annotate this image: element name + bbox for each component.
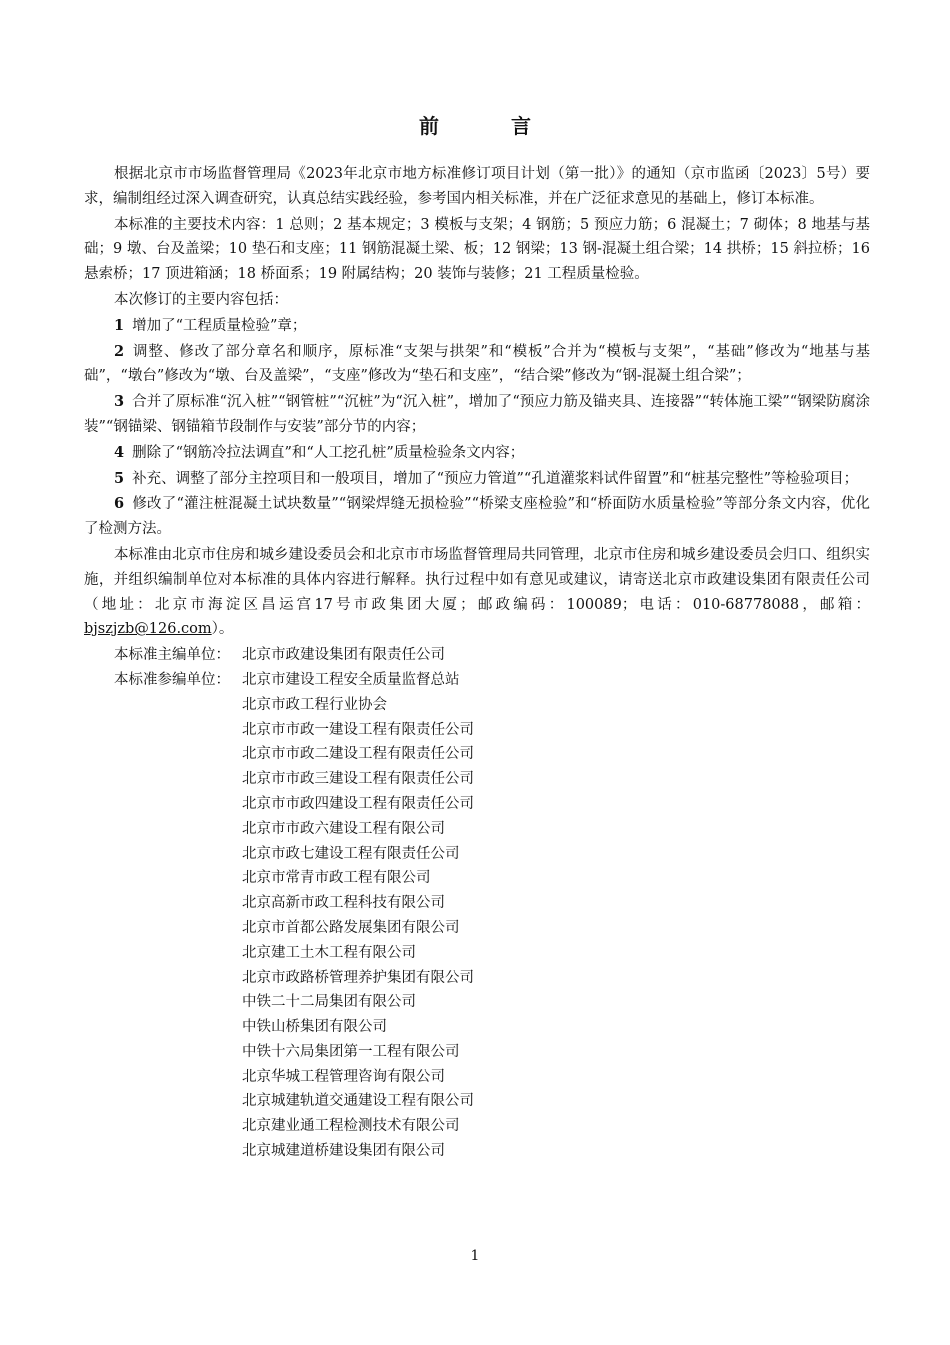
management-text: 本标准由北京市住房和城乡建设委员会和北京市市场监督管理局共同管理，北京市住房和城乡建设委员会归口、组织实施，并组织编制单位对本标准的具体内容进行解释。执行过程中如有意见或建议，请寄送北京市政建设集团有限责任公司（地址：北京市海淀区昌运宫17号市政集团大厦；邮政编码：100089；电话：010-68778088，邮箱： [84, 546, 870, 613]
label-spacer [84, 866, 242, 891]
participating-unit-name: 中铁十六局集团第一工程有限公司 [242, 1043, 460, 1060]
revision-text: 调整、修改了部分章名和顺序，原标准“支架与拱架”和“模板”合并为“模板与支架”，“基础”修改为“地基与基础”，“墩台”修改为“墩、台及盖梁”，“支座”修改为“垫石和支座”，“结合梁”修改为“钢-混凝土组合梁”； [84, 343, 870, 385]
participating-unit-name: 北京华城工程管理咨询有限公司 [242, 1068, 445, 1085]
participating-unit-name: 北京市首都公路发展集团有限公司 [242, 919, 460, 936]
participating-unit-row [84, 817, 870, 842]
page-title: 前 言 [419, 114, 557, 138]
participating-unit-name: 北京高新市政工程科技有限公司 [242, 895, 445, 912]
label-spacer [84, 966, 242, 991]
participating-unit-label: 本标准参编单位： [114, 671, 230, 688]
technical-content-paragraph: 本标准的主要技术内容：1 总则；2 基本规定；3 模板与支架；4 钢筋；5 预应力筋；6 混凝土；7 砌体；8 地基与基础；9 墩、台及盖梁；10 垫石和支座；11 钢筋混凝土梁、板；12 钢梁；13 钢-混凝土组合梁；14 拱桥；15 斜拉桥；16 悬索桥；17 顶进箱涵；18 桥面系；19 附属结构；20 装饰与装修；21 工程质量检验。 [84, 216, 870, 283]
participating-unit-row [84, 693, 870, 718]
document-body [84, 162, 870, 1164]
participating-unit-name: 北京市市政四建设工程有限责任公司 [242, 795, 474, 812]
label-spacer [84, 1065, 242, 1090]
participating-unit-name: 北京市市政一建设工程有限责任公司 [242, 721, 474, 738]
chief-unit-label: 本标准主编单位： [114, 647, 230, 664]
revision-number: 3 [114, 393, 125, 411]
participating-unit-row [84, 842, 870, 867]
revision-text: 删除了“钢筋冷拉法调直”和“人工挖孔桩”质量检验条文内容； [132, 444, 525, 461]
participating-unit-name: 中铁二十二局集团有限公司 [242, 994, 416, 1011]
label-spacer [84, 1114, 242, 1139]
units-section [84, 643, 870, 1164]
label-spacer [84, 742, 242, 767]
participating-unit-name: 北京建业通工程检测技术有限公司 [242, 1118, 460, 1135]
participating-unit-row [84, 718, 870, 743]
participating-unit-row [84, 1089, 870, 1114]
participating-unit-row [84, 1114, 870, 1139]
email-link[interactable]: bjszjzb@126.com [84, 621, 212, 638]
participating-unit-name: 北京市政路桥管理养护集团有限公司 [242, 969, 474, 986]
revision-number: 1 [114, 316, 125, 334]
participating-units-list [84, 668, 870, 1164]
label-spacer [84, 693, 242, 718]
label-spacer [84, 792, 242, 817]
revision-item [84, 467, 870, 492]
participating-unit-row [84, 941, 870, 966]
participating-unit-name: 北京城建轨道交通建设工程有限公司 [242, 1093, 474, 1110]
chief-unit-row [84, 643, 870, 668]
revision-item [84, 441, 870, 466]
participating-unit-row [84, 1015, 870, 1040]
participating-unit-row [84, 1040, 870, 1065]
revision-text: 修改了“灌注桩混凝土试块数量”“钢梁焊缝无损检验”“桥梁支座检验”和“桥面防水质量检验”等部分条文内容，优化了检测方法。 [84, 496, 870, 538]
revision-text: 补充、调整了部分主控项目和一般项目，增加了“预应力管道”“孔道灌浆料试件留置”和“桩基完整性”等检验项目； [132, 470, 859, 487]
label-spacer [84, 1015, 242, 1040]
revision-intro-paragraph: 本次修订的主要内容包括： [114, 291, 288, 308]
participating-unit-row [84, 668, 870, 693]
label-spacer [84, 891, 242, 916]
participating-unit-name: 北京市政七建设工程有限责任公司 [242, 845, 460, 862]
label-spacer [84, 941, 242, 966]
participating-unit-name: 北京市常青市政工程有限公司 [242, 870, 431, 887]
participating-unit-name: 北京市建设工程安全质量监督总站 [242, 671, 460, 688]
revision-item [84, 492, 870, 542]
revision-item [84, 314, 870, 339]
participating-unit-row [84, 990, 870, 1015]
participating-unit-name: 北京城建道桥建设集团有限公司 [242, 1143, 445, 1160]
revision-item [84, 340, 870, 390]
label-spacer [84, 1040, 242, 1065]
label-spacer [84, 1089, 242, 1114]
participating-unit-name: 北京市政工程行业协会 [242, 696, 387, 713]
participating-unit-row [84, 792, 870, 817]
participating-unit-row [84, 742, 870, 767]
participating-unit-row [84, 767, 870, 792]
label-spacer [84, 990, 242, 1015]
participating-unit-name: 北京市市政六建设工程有限公司 [242, 820, 445, 837]
label-spacer [84, 1139, 242, 1164]
label-spacer [84, 767, 242, 792]
participating-unit-row [84, 1065, 870, 1090]
label-spacer [84, 718, 242, 743]
participating-unit-row [84, 966, 870, 991]
revision-number: 6 [114, 495, 125, 513]
intro-paragraph: 根据北京市市场监督管理局《2023年北京市地方标准修订项目计划（第一批）》的通知（京市监函〔2023〕5号）要求，编制组经过深入调查研究，认真总结实践经验，参考国内相关标准，并在广泛征求意见的基础上，修订本标准。 [84, 166, 870, 207]
label-spacer [84, 916, 242, 941]
revision-number: 4 [114, 443, 125, 461]
participating-unit-row [84, 866, 870, 891]
revision-item [84, 390, 870, 440]
page-number: 1 [470, 1248, 480, 1264]
chief-unit-name: 北京市政建设集团有限责任公司 [242, 647, 445, 664]
participating-unit-row [84, 916, 870, 941]
participating-unit-name: 中铁山桥集团有限公司 [242, 1019, 387, 1036]
participating-unit-name: 北京市市政二建设工程有限责任公司 [242, 746, 474, 763]
participating-unit-row [84, 1139, 870, 1164]
revision-text: 合并了原标准“沉入桩”“钢管桩”“沉桩”为“沉入桩”，增加了“预应力筋及锚夹具、连接器”“转体施工梁”“钢梁防腐涂装”“钢锚梁、钢锚箱节段制作与安装”部分节的内容； [84, 394, 870, 435]
management-suffix: ）。 [211, 621, 234, 638]
revision-number: 2 [114, 342, 125, 360]
label-spacer [84, 842, 242, 867]
revision-number: 5 [114, 469, 125, 487]
participating-unit-row [84, 891, 870, 916]
participating-unit-name: 北京市市政三建设工程有限责任公司 [242, 771, 474, 788]
participating-unit-name: 北京建工土木工程有限公司 [242, 944, 416, 961]
management-paragraph [84, 543, 870, 642]
revision-text: 增加了“工程质量检验”章； [132, 317, 307, 334]
label-spacer [84, 817, 242, 842]
